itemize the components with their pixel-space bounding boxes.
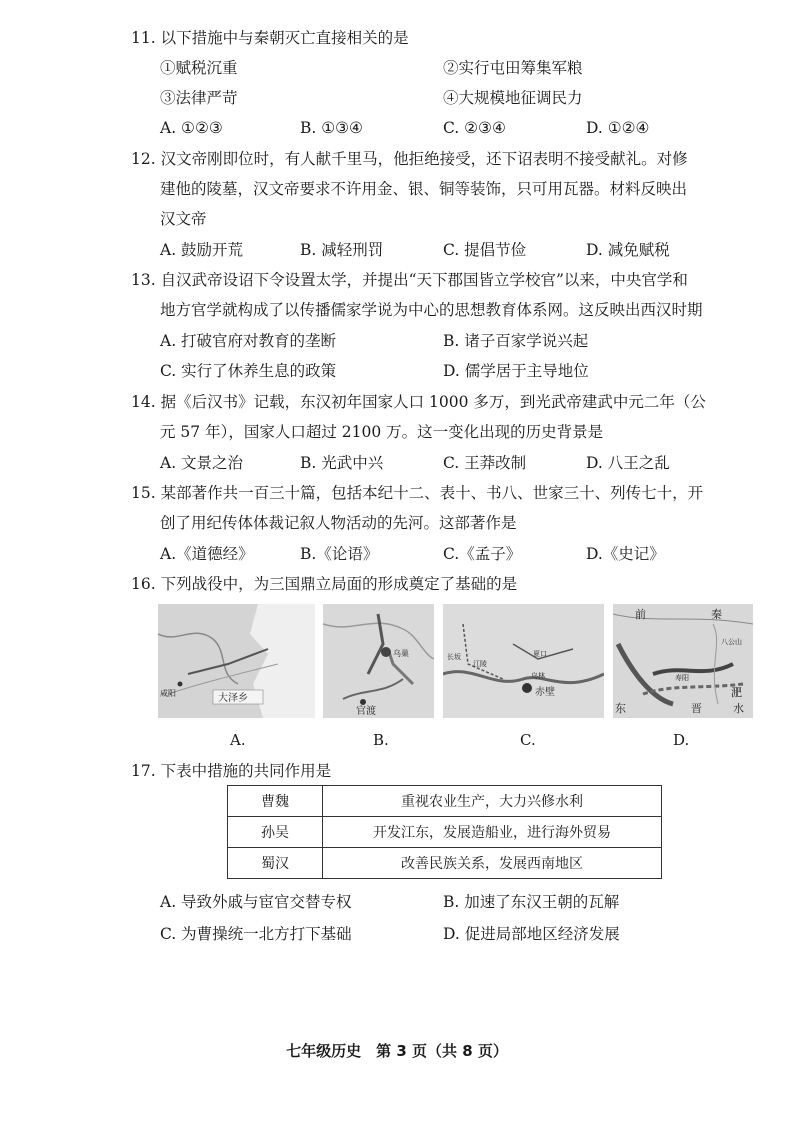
table-row [228,786,662,817]
map-d-place-6: 水 [733,702,744,715]
map-d-place-4: 寿阳 [675,674,689,682]
q12-option-b[interactable]: B. 减轻刑罚 [300,241,384,259]
q12-option-c[interactable]: C. 提倡节俭 [443,241,527,259]
map-a-image[interactable] [158,604,315,718]
q11-stem: 11. 以下措施中与秦朝灭亡直接相关的是 [131,29,409,47]
q15-stem-line-2: 创了用纪传体体裁记叙人物活动的先河。这部著作是 [160,514,517,532]
map-d-place-5: 淝 [731,686,742,699]
q14-option-a[interactable]: A. 文景之治 [160,454,244,472]
q17-option-a[interactable]: A. 导致外戚与宦官交替专权 [160,893,352,911]
q12-stem-line-2: 建他的陵墓，汉文帝要求不许用金、银、铜等装饰，只可用瓦器。材料反映出 [160,180,688,198]
q12-option-a[interactable]: A. 鼓励开荒 [160,241,244,259]
map-c-place-4: 乌林 [531,672,545,680]
map-a-place-2: 大泽乡 [218,693,248,704]
page-footer: 七年级历史 第 3 页（共 8 页） [286,1042,508,1060]
map-label-a[interactable]: A. [230,731,246,749]
measures-table [227,785,662,879]
q11-item-3: ③法律严苛 [160,89,238,107]
map-d-place-8: 晋 [691,702,702,715]
table-cell-state: 曹魏 [228,786,323,817]
q11-option-c[interactable]: C. ②③④ [443,119,506,137]
map-c-place-1: 长坂 [447,653,461,661]
q13-option-d[interactable]: D. 儒学居于主导地位 [443,362,589,380]
q13-option-a[interactable]: A. 打破官府对教育的垄断 [160,332,337,350]
q11-item-2: ②实行屯田筹集军粮 [443,59,583,77]
q12-stem-line-1: 12. 汉文帝刚即位时，有人献千里马，他拒绝接受，还下诏表明不接受献礼。对修 [131,150,688,168]
map-d-place-3: 八公山 [721,638,742,646]
q14-stem-line-1: 14. 据《后汉书》记载，东汉初年国家人口 1000 多万，到光武帝建武中元二年（公 [131,393,706,411]
table-cell-measure: 开发江东，发展造船业，进行海外贸易 [323,817,662,848]
map-d-place-7: 东 [615,702,626,715]
table-row [228,848,662,879]
q13-stem-line-2: 地方官学就构成了以传播儒家学说为中心的思想教育体系网。这反映出西汉时期 [160,301,703,319]
q11-item-4: ④大规模地征调民力 [443,89,583,107]
q14-option-b[interactable]: B. 光武中兴 [300,454,384,472]
q13-stem-line-1: 13. 自汉武帝设诏下令设置太学，并提出“天下郡国皆立学校官”以来，中央官学和 [131,271,688,289]
map-label-d[interactable]: D. [673,731,690,749]
map-d-place-1: 前 [635,608,646,621]
map-d-place-2: 秦 [711,608,722,621]
map-b-place-1: 乌巢 [393,649,409,658]
q15-option-b[interactable]: B.《论语》 [300,545,379,563]
table-cell-measure: 重视农业生产，大力兴修水利 [323,786,662,817]
table-cell-state: 孙吴 [228,817,323,848]
q14-option-c[interactable]: C. 王莽改制 [443,454,527,472]
q11-option-d[interactable]: D. ①②④ [586,119,650,137]
map-c-place-2: 江陵 [473,660,487,668]
q17-option-d[interactable]: D. 促进局部地区经济发展 [443,925,620,943]
map-a-place-1: 咸阳 [160,689,176,698]
map-d-image[interactable] [613,604,753,718]
q14-stem-line-2: 元 57 年），国家人口超过 2100 万。这一变化出现的历史背景是 [160,423,604,441]
q11-option-b[interactable]: B. ①③④ [300,119,363,137]
q16-stem: 16. 下列战役中，为三国鼎立局面的形成奠定了基础的是 [131,575,518,593]
q15-option-c[interactable]: C.《孟子》 [443,545,522,563]
map-c-place-3: 夏口 [533,650,547,658]
q12-stem-line-3: 汉文帝 [160,210,207,228]
q14-option-d[interactable]: D. 八王之乱 [586,454,670,472]
map-c-image[interactable] [443,604,604,718]
q17-stem: 17. 下表中措施的共同作用是 [131,762,332,780]
q15-option-d[interactable]: D.《史记》 [586,545,665,563]
table-cell-measure: 改善民族关系，发展西南地区 [323,848,662,879]
q17-option-b[interactable]: B. 加速了东汉王朝的瓦解 [443,893,620,911]
map-b-image[interactable] [323,604,434,718]
q15-stem-line-1: 15. 某部著作共一百三十篇，包括本纪十二、表十、书八、世家三十、列传七十，开 [131,484,704,502]
table-row [228,817,662,848]
q11-option-a[interactable]: A. ①②③ [160,119,223,137]
q17-option-c[interactable]: C. 为曹操统一北方打下基础 [160,925,352,943]
map-b-place-2: 官渡 [356,706,376,717]
table-cell-state: 蜀汉 [228,848,323,879]
map-label-c[interactable]: C. [520,731,536,749]
q12-option-d[interactable]: D. 减免赋税 [586,241,670,259]
map-label-b[interactable]: B. [373,731,389,749]
q13-option-b[interactable]: B. 诸子百家学说兴起 [443,332,589,350]
q11-item-1: ①赋税沉重 [160,59,238,77]
q13-option-c[interactable]: C. 实行了休养生息的政策 [160,362,337,380]
map-c-place-5: 赤壁 [535,687,555,698]
q15-option-a[interactable]: A.《道德经》 [160,545,254,563]
